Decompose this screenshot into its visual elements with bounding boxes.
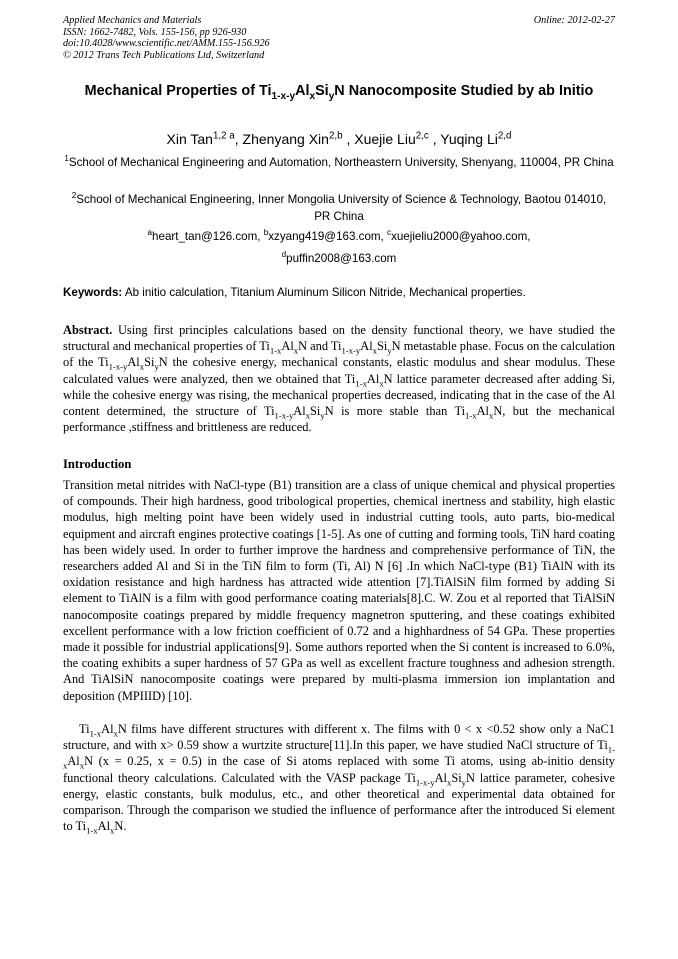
- abstract-text: Al: [127, 355, 140, 370]
- sub: y: [461, 777, 466, 788]
- sub: 1-x-y: [274, 410, 294, 421]
- intro-text: Al: [434, 770, 447, 785]
- section-heading-introduction: Introduction: [63, 457, 132, 471]
- author-name: Yuqing Li: [440, 131, 498, 147]
- intro-text: N films have different structures with different x. The films with 0 < x <0.52 show only a NaC1 structure, and with x> 0.59 show a wurtzite structure[11].In this paper, we have studied NaCl structure of Ti: [63, 722, 615, 753]
- affiliation-text: School of Mechanical Engineering, Inner Mongolia University of Science & Technology, Baotou 014010, PR China: [76, 193, 607, 223]
- abstract-text: N, but the mechanical performance ,stiffness and brittleness are reduced.: [63, 404, 616, 435]
- author-sup: 2,d: [497, 130, 512, 142]
- abstract-text: N is more stable than Ti: [324, 404, 466, 419]
- sub: x: [372, 345, 377, 356]
- abstract: [63, 322, 615, 435]
- keywords-label: Keywords:: [63, 286, 123, 299]
- author-sup: 1,2 a: [212, 130, 235, 142]
- sub: x: [305, 410, 311, 421]
- affiliation-num: 2: [71, 191, 77, 201]
- email-list: [63, 226, 615, 270]
- abstract-text: N lattice parameter decreased after adding Si, while the cohesive energy was rising, the mechanical properties decreased, indicating that in the case of the Al content determined, the structure of Ti: [63, 371, 615, 419]
- sub: y: [387, 345, 392, 356]
- title-part: Mechanical Properties of Ti: [84, 83, 272, 99]
- email-link[interactable]: puffin2008@163.com: [286, 252, 397, 265]
- sub: 1-x-y: [415, 777, 435, 788]
- intro-text: Al: [67, 754, 80, 769]
- title-part: N Nanocomposite Studied by ab Initio: [334, 83, 594, 99]
- sub: x: [113, 728, 118, 739]
- title-sub: 1-x-y: [271, 90, 296, 102]
- paper-title: [70, 82, 608, 100]
- sub: 1-x-y: [341, 345, 361, 356]
- affiliation-1: [63, 154, 615, 171]
- abstract-text: N the cohesive energy, mechanical constants, elastic modulus and shear modulus. These calculated values were analyzed, then we obtained that Ti: [63, 355, 615, 386]
- abstract-text: N metastable phase. Focus on the calculation of the Ti: [63, 339, 616, 370]
- title-part: Al: [295, 83, 310, 99]
- abstract-text: Si: [310, 404, 321, 419]
- sub: x: [110, 825, 115, 836]
- keywords-text: Ab initio calculation, Titanium Aluminum Silicon Nitride, Mechanical properties.: [122, 286, 526, 299]
- sub: 1-x: [86, 825, 98, 836]
- author-sep: ,: [342, 131, 355, 147]
- abstract-text: Al: [293, 404, 306, 419]
- issn: ISSN: 1662-7482, Vols. 155-156, pp 926-930: [63, 26, 247, 38]
- email-sup: a: [147, 228, 153, 238]
- email-link[interactable]: xuejieliu2000@yahoo.com,: [391, 230, 531, 243]
- intro-text: Al: [101, 722, 114, 736]
- sub: 1-x: [63, 744, 615, 771]
- affiliation-num: 1: [64, 154, 69, 164]
- abstract-text: Al: [476, 404, 489, 419]
- author-sep: ,: [234, 131, 243, 147]
- sub: x: [79, 760, 85, 771]
- sub: x: [379, 378, 384, 389]
- sub: x: [293, 345, 299, 356]
- abstract-label: Abstract.: [63, 323, 113, 337]
- author-list: [63, 131, 615, 147]
- abstract-text: Al: [281, 339, 294, 354]
- abstract-text: Al: [366, 371, 380, 386]
- intro-paragraph-1: Transition metal nitrides with NaCl-type (B1) transition are a class of unique chemical and physical properties of compounds. Their high hardness, good tribological properties, chemical inertness and stability, high elastic modulus, high melting point have been widely used in industrial cutting tools, auto parts, bio-medical equipment and aircraft engines protective coatings [1-5]. As one of cutting and forming tools, TiN hard coating has been widely used. In order to further improve the hardness and comprehensive performance of TiN, the researchers added Al and Si in the TiN film to form (Ti, Al) N [6] .In which NaCl-type (B1) TiAlN with its oxidation resistance and high hardness has attracted wide attention [7].TiAlSiN film formed by adding Si element to TiAlN is a film with good performance coating materials[8].C. W. Zou et al reported that TiAlSiN nanocomposite coatings prepared by middle frequency magnetron sputtering, and these coatings exhibited excellent performance with a low friction coefficient of 0.72 and a highhardness of 54 GPa. These properties made it possible for industrial applications[9]. Some authors reported when the Si content is increased to 6.0%, the coating exhibits a super hardness of 57 GPa as well as excellent fracture toughness and adhesion strength. And TiAlSiN nanocomposite coatings were prepared by multi-plasma immersion ion implantation and deposition (MPIIID) [10].: [63, 478, 615, 703]
- affiliation-2: [63, 191, 615, 225]
- author-sup: 2,c: [415, 130, 429, 142]
- abstract-text: Si: [377, 339, 388, 354]
- sub: x: [446, 777, 452, 788]
- sub: 1-x: [269, 345, 282, 356]
- email-link[interactable]: heart_tan@126.com,: [152, 230, 264, 243]
- sub: y: [320, 410, 325, 421]
- intro-text: Si: [451, 770, 462, 785]
- author-name: Xin Tan: [166, 131, 213, 147]
- intro-text: N.: [114, 819, 127, 834]
- journal-header: [63, 15, 615, 61]
- affiliation-text: School of Mechanical Engineering and Automation, Northeastern University, Shenyang, 110004, PR China: [68, 156, 614, 169]
- author-name: Zhenyang Xin: [242, 131, 329, 147]
- abstract-text: N and Ti: [298, 339, 342, 354]
- author-sep: ,: [428, 131, 441, 147]
- online-date: Online: 2012-02-27: [533, 15, 615, 26]
- sub: y: [154, 361, 159, 372]
- intro-text: Al: [97, 819, 111, 834]
- keywords: [63, 285, 615, 301]
- email-line-2: [63, 248, 615, 270]
- abstract-text: Si: [144, 355, 155, 370]
- sub: 1-x: [355, 378, 367, 389]
- abstract-text: Using first principles calculations based on the density functional theory, we have studied the structural and mechanical properties of Ti: [63, 323, 615, 354]
- author-sup: 2,b: [328, 130, 343, 142]
- doi: doi:10.4028/www.scientific.net/AMM.155-156.926: [63, 38, 270, 50]
- email-sup: c: [387, 228, 392, 238]
- sub: x: [139, 361, 145, 372]
- copyright: © 2012 Trans Tech Publications Ltd, Switzerland: [63, 49, 265, 61]
- sub: x: [489, 410, 494, 421]
- title-sub: y: [328, 90, 335, 102]
- intro-text: N (x = 0.25, x = 0.5) in the case of Si atoms replaced with some Ti atoms, using ab-initio density functional theory calculations. Calculated with the VASP package Ti: [63, 754, 615, 785]
- sub: 1-x: [89, 728, 102, 739]
- intro-text: N lattice parameter, cohesive energy, elastic constants, bulk modulus, etc., and other theoretical and experimental data obtained for comparison. Through the comparison we studied the influence of performance after the introduced Si element to Ti: [63, 770, 615, 834]
- journal-name: Applied Mechanics and Materials: [63, 15, 202, 26]
- email-line-1: [63, 226, 615, 248]
- email-sup: b: [263, 228, 269, 238]
- email-link[interactable]: xzyang419@163.com,: [268, 230, 387, 243]
- intro-text: Ti: [79, 722, 90, 736]
- email-sup: d: [281, 250, 287, 260]
- intro-paragraph-2: [63, 721, 615, 834]
- abstract-text: Al: [360, 339, 373, 354]
- sub: 1-x-y: [108, 361, 128, 372]
- sub: 1-x: [465, 410, 477, 421]
- title-sub: x: [309, 90, 316, 102]
- author-name: Xuejie Liu: [354, 131, 416, 147]
- title-part: Si: [315, 83, 329, 99]
